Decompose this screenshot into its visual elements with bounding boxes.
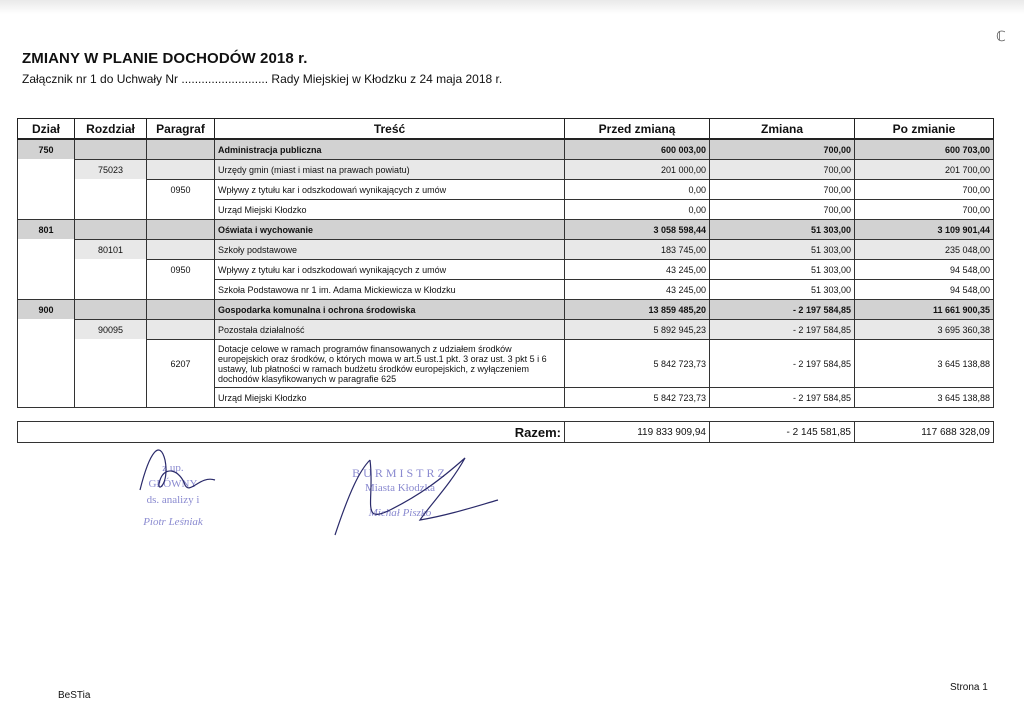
- footer-software: BeSTia: [58, 690, 91, 701]
- cell-rozdzial: [75, 280, 147, 300]
- cell-po: 3 695 360,38: [855, 320, 994, 340]
- cell-po: 3 109 901,44: [855, 220, 994, 240]
- cell-po: 94 548,00: [855, 260, 994, 280]
- cell-dzial: 900: [18, 300, 75, 320]
- cell-tresc: Urząd Miejski Kłodzko: [215, 388, 565, 408]
- cell-rozdzial: 75023: [75, 160, 147, 180]
- cell-przed: 0,00: [565, 180, 710, 200]
- cell-po: 600 703,00: [855, 139, 994, 160]
- summary-label: Razem:: [18, 422, 565, 443]
- stamp-left-line: GŁÓWNY: [148, 478, 198, 490]
- cell-po: 201 700,00: [855, 160, 994, 180]
- col-header-zmiana: Zmiana: [710, 119, 855, 140]
- cell-paragraf: [147, 320, 215, 340]
- cell-dzial: [18, 160, 75, 180]
- col-header-po: Po zmianie: [855, 119, 994, 140]
- cell-paragraf: [147, 220, 215, 240]
- signature-right: [330, 450, 500, 540]
- cell-dzial: [18, 180, 75, 200]
- footer-page-number: Strona 1: [950, 682, 988, 693]
- document-title: ZMIANY W PLANIE DOCHODÓW 2018 r.: [22, 50, 308, 67]
- stamp-right-line: BURMISTRZ: [352, 466, 448, 480]
- cell-przed: 3 058 598,44: [565, 220, 710, 240]
- stamp-right-line: Miasta Kłodzka: [365, 482, 435, 494]
- cell-paragraf: [147, 300, 215, 320]
- stamp-right-name: Michał Piszko: [368, 507, 432, 519]
- cell-dzial: [18, 240, 75, 260]
- cell-przed: 5 892 945,23: [565, 320, 710, 340]
- cell-przed: 201 000,00: [565, 160, 710, 180]
- cell-rozdzial: [75, 340, 147, 388]
- summary-po: 117 688 328,09: [855, 422, 994, 443]
- cell-zmiana: 700,00: [710, 180, 855, 200]
- cell-dzial: [18, 280, 75, 300]
- cell-przed: 43 245,00: [565, 260, 710, 280]
- cell-dzial: [18, 340, 75, 388]
- stamp-left-name: Piotr Leśniak: [143, 516, 203, 528]
- cell-zmiana: 700,00: [710, 139, 855, 160]
- cell-zmiana: 700,00: [710, 200, 855, 220]
- cell-zmiana: - 2 197 584,85: [710, 320, 855, 340]
- cell-po: 11 661 900,35: [855, 300, 994, 320]
- col-header-dzial: Dział: [18, 119, 75, 140]
- cell-rozdzial: 90095: [75, 320, 147, 340]
- stamp-left-line: z up.: [162, 462, 184, 474]
- cell-tresc: Oświata i wychowanie: [215, 220, 565, 240]
- cell-po: 3 645 138,88: [855, 388, 994, 408]
- cell-paragraf: [147, 240, 215, 260]
- col-header-rozdzial: Rozdział: [75, 119, 147, 140]
- cell-paragraf: [147, 139, 215, 160]
- table-row: [18, 220, 994, 240]
- table-row: [18, 160, 994, 180]
- cell-przed: 13 859 485,20: [565, 300, 710, 320]
- cell-przed: 600 003,00: [565, 139, 710, 160]
- cell-rozdzial: 80101: [75, 240, 147, 260]
- cell-po: 94 548,00: [855, 280, 994, 300]
- income-changes-table: [17, 118, 994, 408]
- cell-tresc: Gospodarka komunalna i ochrona środowiska: [215, 300, 565, 320]
- cell-paragraf: [147, 388, 215, 408]
- cell-paragraf: [147, 160, 215, 180]
- stamp-left-line: ds. analizy i: [146, 494, 200, 506]
- cell-zmiana: 700,00: [710, 160, 855, 180]
- cell-paragraf: 0950: [147, 180, 215, 200]
- table-row: [18, 300, 994, 320]
- cell-tresc: Wpływy z tytułu kar i odszkodowań wynikających z umów: [215, 180, 565, 200]
- scan-mark: ℂ: [996, 28, 1006, 44]
- cell-zmiana: - 2 197 584,85: [710, 340, 855, 388]
- cell-zmiana: - 2 197 584,85: [710, 388, 855, 408]
- table-row: [18, 340, 994, 388]
- cell-zmiana: - 2 197 584,85: [710, 300, 855, 320]
- cell-po: 700,00: [855, 200, 994, 220]
- cell-rozdzial: [75, 180, 147, 200]
- table-row: [18, 388, 994, 408]
- cell-tresc: Dotacje celowe w ramach programów finansowanych z udziałem środków europejskich oraz środków, o których mowa w art.5 ust.1 pkt. 3 oraz ust. 3 pkt 5 i 6 ustawy, lub płatności w ramach budżetu środków europejskich, z wyłączeniem dochodów klasyfikowanych w paragrafie 625: [215, 340, 565, 388]
- cell-dzial: 801: [18, 220, 75, 240]
- cell-rozdzial: [75, 300, 147, 320]
- cell-paragraf: 0950: [147, 260, 215, 280]
- cell-dzial: [18, 320, 75, 340]
- cell-przed: 5 842 723,73: [565, 388, 710, 408]
- table-header-row: [18, 119, 994, 140]
- cell-rozdzial: [75, 388, 147, 408]
- table-row: [18, 260, 994, 280]
- col-header-przed: Przed zmianą: [565, 119, 710, 140]
- col-header-paragraf: Paragraf: [147, 119, 215, 140]
- cell-tresc: Administracja publiczna: [215, 139, 565, 160]
- table-row: [18, 320, 994, 340]
- cell-tresc: Wpływy z tytułu kar i odszkodowań wynikających z umów: [215, 260, 565, 280]
- cell-tresc: Urząd Miejski Kłodzko: [215, 200, 565, 220]
- table-row: [18, 240, 994, 260]
- cell-dzial: [18, 200, 75, 220]
- cell-przed: 183 745,00: [565, 240, 710, 260]
- col-header-tresc: Treść: [215, 119, 565, 140]
- cell-rozdzial: [75, 139, 147, 160]
- document-subtitle: Załącznik nr 1 do Uchwały Nr .......................... Rady Miejskiej w Kłodzku z 24 maja 2018 r.: [22, 72, 503, 86]
- table-row: [18, 200, 994, 220]
- cell-zmiana: 51 303,00: [710, 280, 855, 300]
- table-row: [18, 139, 994, 160]
- cell-po: 235 048,00: [855, 240, 994, 260]
- cell-tresc: Urzędy gmin (miast i miast na prawach powiatu): [215, 160, 565, 180]
- cell-dzial: [18, 260, 75, 280]
- cell-rozdzial: [75, 260, 147, 280]
- cell-paragraf: 6207: [147, 340, 215, 388]
- cell-paragraf: [147, 280, 215, 300]
- table-row: [18, 280, 994, 300]
- cell-przed: 43 245,00: [565, 280, 710, 300]
- cell-zmiana: 51 303,00: [710, 220, 855, 240]
- cell-tresc: Pozostała działalność: [215, 320, 565, 340]
- cell-przed: 0,00: [565, 200, 710, 220]
- cell-rozdzial: [75, 220, 147, 240]
- scan-top-edge: [0, 0, 1024, 14]
- cell-rozdzial: [75, 200, 147, 220]
- summary-przed: 119 833 909,94: [565, 422, 710, 443]
- cell-zmiana: 51 303,00: [710, 260, 855, 280]
- cell-tresc: Szkoła Podstawowa nr 1 im. Adama Mickiewicza w Kłodzku: [215, 280, 565, 300]
- cell-zmiana: 51 303,00: [710, 240, 855, 260]
- summary-zmiana: - 2 145 581,85: [710, 422, 855, 443]
- cell-tresc: Szkoły podstawowe: [215, 240, 565, 260]
- cell-dzial: 750: [18, 139, 75, 160]
- table-row: [18, 180, 994, 200]
- cell-dzial: [18, 388, 75, 408]
- cell-po: 700,00: [855, 180, 994, 200]
- cell-po: 3 645 138,88: [855, 340, 994, 388]
- cell-paragraf: [147, 200, 215, 220]
- cell-przed: 5 842 723,73: [565, 340, 710, 388]
- signature-left: [130, 440, 220, 500]
